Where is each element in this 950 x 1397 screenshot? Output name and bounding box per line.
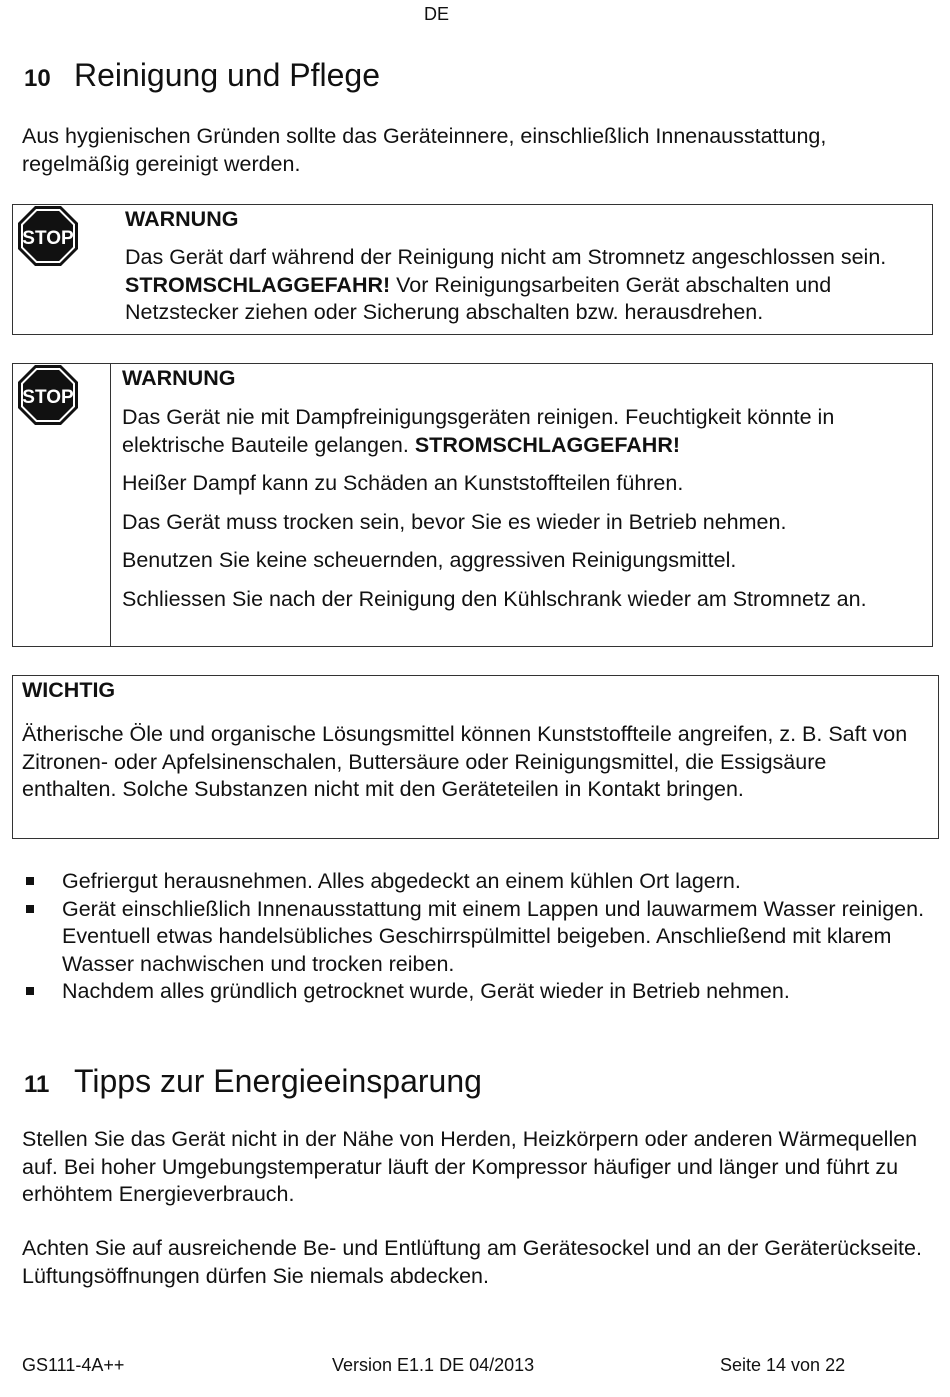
energy-paragraph-2: Achten Sie auf ausreichende Be- und Entlüftung am Gerätesockel und an der Geräterückseite. Lüftungsöffnungen dürfen Sie niemals abdecken. — [22, 1236, 922, 1288]
section-number: 11 — [24, 1071, 50, 1098]
svg-text:STOP: STOP — [22, 387, 74, 408]
warning-paragraph: Schliessen Sie nach der Reinigung den Kühlschrank wieder am Stromnetz an. — [122, 586, 867, 611]
stop-sign-icon — [17, 205, 79, 267]
hazard-label: STROMSCHLAGGEFAHR! — [414, 432, 681, 457]
section-title: Tipps zur Energieeinsparung — [74, 1063, 482, 1099]
footer-page-number: Seite 14 von 22 — [720, 1355, 846, 1375]
warning-paragraph: Das Gerät nie mit Dampfreinigungsgeräten reinigen. Feuchtigkeit könnte in elektrische Bauteile gelangen. STROMSCHLAGGEFAHR! — [122, 405, 835, 457]
warning-box-1 — [12, 204, 933, 335]
important-title: WICHTIG — [22, 678, 116, 702]
bullet-square-icon — [26, 877, 34, 885]
list-item: Nachdem alles gründlich getrocknet wurde, Gerät wieder in Betrieb nehmen. — [22, 978, 927, 1006]
list-item: Gerät einschließlich Innenausstattung mit einem Lappen und lauwarmem Wasser reinigen. Eventuell etwas handelsübliches Geschirrspülmittel beigeben. Anschließend mit klarem Wasser nachwischen und trocken reiben. — [22, 896, 927, 979]
cleaning-steps-list — [22, 868, 927, 1006]
stop-sign-icon — [17, 364, 79, 426]
warning-text — [122, 404, 922, 613]
warning-text: Das Gerät darf während der Reinigung nicht am Stromnetz angeschlossen sein. STROMSCHLAGGEFAHR! Vor Reinigungsarbeiten Gerät abschalten und Netzstecker ziehen oder Sicherung abschalten bzw. herausdrehen. — [125, 245, 887, 324]
warning-title: WARNUNG — [122, 366, 236, 390]
footer-model: GS111-4A++ — [22, 1355, 125, 1375]
energy-paragraph-1: Stellen Sie das Gerät nicht in der Nähe von Herden, Heizkörpern oder anderen Wärmequellen auf. Bei hoher Umgebungstemperatur läuft der Kompressor häufiger und länger und führt zu erhöhtem Energieverbrauch. — [22, 1127, 918, 1206]
svg-text:STOP: STOP — [22, 228, 74, 249]
warning-paragraph: Benutzen Sie keine scheuernden, aggressiven Reinigungsmittel. — [122, 548, 737, 572]
important-box — [12, 675, 939, 839]
warning-box-2 — [12, 363, 933, 647]
footer-version: Version E1.1 DE 04/2013 — [332, 1355, 535, 1375]
language-code: DE — [424, 4, 450, 24]
section-11-heading — [24, 1062, 482, 1104]
section-title: Reinigung und Pflege — [74, 57, 381, 93]
intro-paragraph: Aus hygienischen Gründen sollte das Geräteinnere, einschließlich Innenausstattung, regelmäßig gereinigt werden. — [22, 124, 827, 176]
section-number: 10 — [24, 65, 51, 92]
warning-title: WARNUNG — [125, 207, 239, 231]
warning-paragraph: Heißer Dampf kann zu Schäden an Kunststoffteilen führen. — [122, 471, 684, 495]
warning-paragraph: Das Gerät muss trocken sein, bevor Sie es wieder in Betrieb nehmen. — [122, 509, 787, 534]
bullet-square-icon — [26, 905, 34, 913]
divider — [110, 364, 111, 646]
section-10-heading — [24, 56, 380, 98]
bullet-square-icon — [26, 987, 34, 995]
hazard-label: STROMSCHLAGGEFAHR! — [125, 272, 391, 297]
list-item: Gefriergut herausnehmen. Alles abgedeckt an einem kühlen Ort lagern. — [22, 868, 927, 896]
important-text: Ätherische Öle und organische Lösungsmittel können Kunststoffteile angreifen, z. B. Saft von Zitronen- oder Apfelsinenschalen, Buttersäure oder Reinigungsmittel, die Essigsäure enthalten. Solche Substanzen nicht mit den Geräteteilen in Kontakt bringen. — [22, 722, 908, 801]
